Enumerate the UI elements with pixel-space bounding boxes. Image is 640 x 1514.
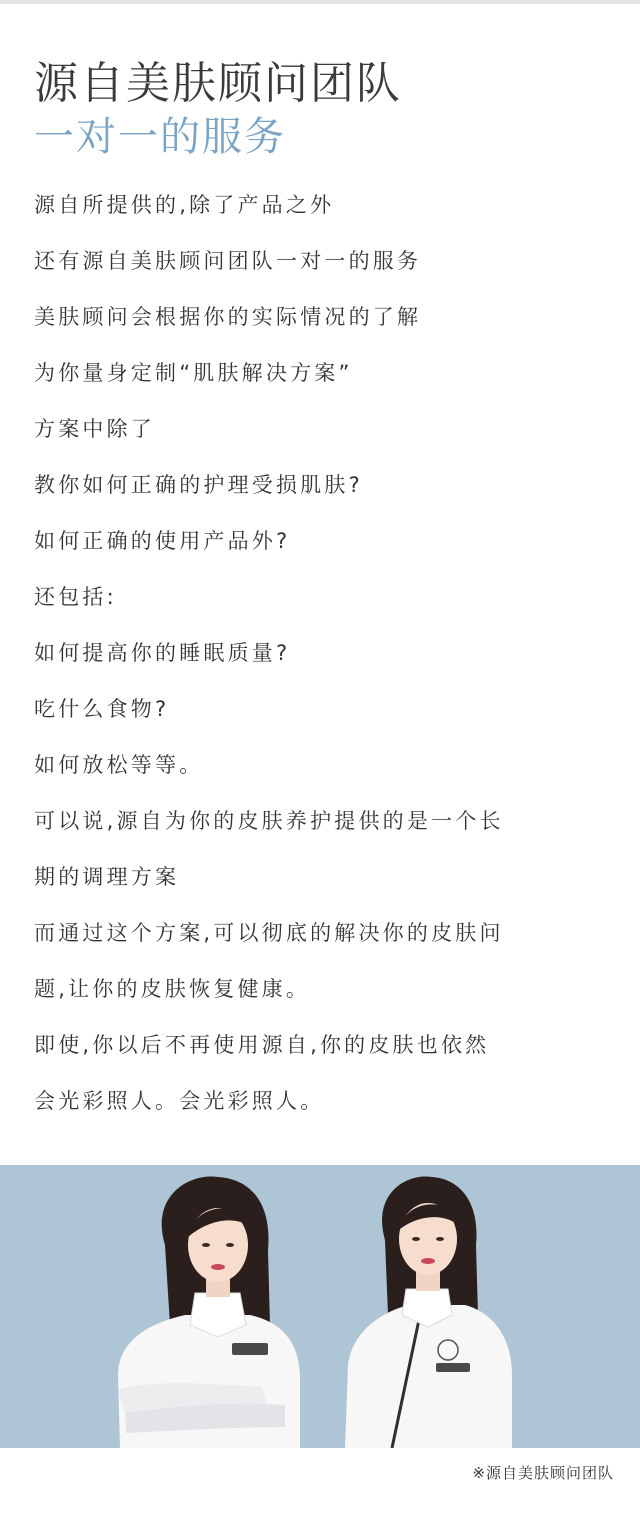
body-line: 期的调理方案: [34, 865, 180, 889]
body-line: 还有源自美肤顾问团队一对一的服务: [34, 249, 422, 273]
body-line: 还包括:: [34, 585, 117, 609]
consultant-right-figure: [345, 1177, 512, 1448]
body-line: 可以说,源自为你的皮肤养护提供的是一个长: [34, 809, 504, 833]
page-title: 源自美肤顾问团队: [34, 58, 402, 109]
body-line: 而通过这个方案,可以彻底的解决你的皮肤问: [34, 921, 504, 945]
top-divider: [0, 0, 640, 4]
page-subtitle: 一对一的服务: [34, 114, 286, 160]
body-line: 美肤顾问会根据你的实际情况的了解: [34, 305, 422, 329]
body-line: 会光彩照人。会光彩照人。: [34, 1089, 325, 1113]
body-line: 如何正确的使用产品外?: [34, 529, 291, 553]
consultant-left-figure: [118, 1177, 300, 1448]
body-line: 教你如何正确的护理受损肌肤?: [34, 473, 363, 497]
body-line: 题,让你的皮肤恢复健康。: [34, 977, 311, 1001]
body-line: 源自所提供的,除了产品之外: [34, 193, 335, 217]
team-photo: [0, 1165, 640, 1448]
body-line: 吃什么食物?: [34, 697, 170, 721]
body-text: [34, 177, 614, 1129]
body-line: 如何提高你的睡眠质量?: [34, 641, 291, 665]
body-line: 为你量身定制“肌肤解决方案”: [34, 361, 353, 385]
body-line: 即使,你以后不再使用源自,你的皮肤也依然: [34, 1033, 490, 1057]
body-line: 如何放松等等。: [34, 753, 204, 777]
photo-caption: ※源自美肤顾问团队: [472, 1464, 614, 1482]
body-line: 方案中除了: [34, 417, 155, 441]
